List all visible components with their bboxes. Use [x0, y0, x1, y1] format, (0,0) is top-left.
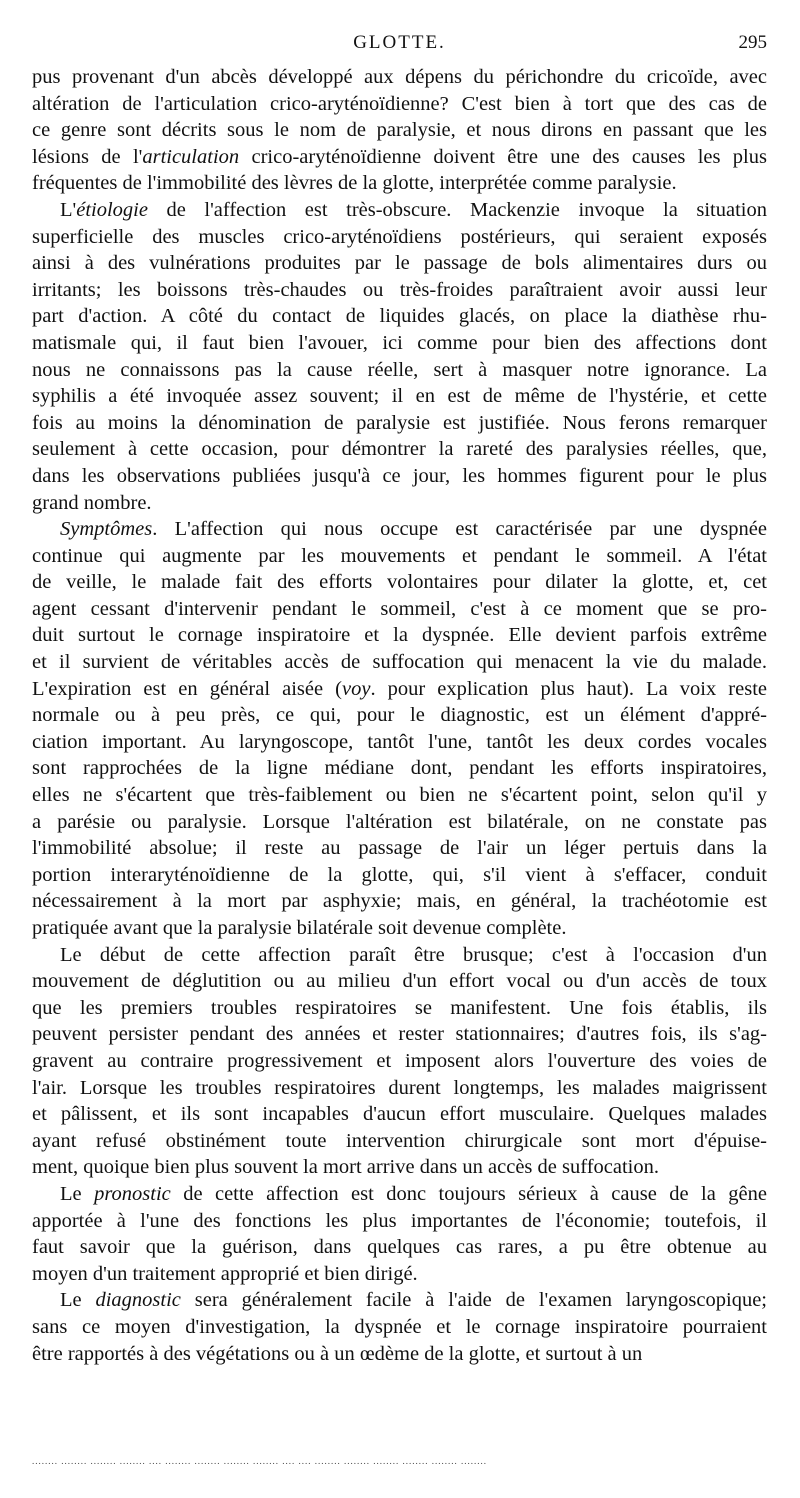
page-number: 295 — [738, 32, 767, 53]
text-line: duit surtout le cornage inspiratoire et la dyspnée. Elle devient parfois extrême — [32, 624, 767, 647]
footer-dotted-rule: ........ ........ ........ ........ .... ........ ........ ........ ........ .... .... ........ ........ ........ ........ ........ ........ — [32, 1456, 487, 1466]
text-line: grand nombre. — [32, 491, 152, 514]
text-line: Symptômes. L'affection qui nous occupe est caractérisée par une dyspnée — [60, 518, 767, 541]
text-line: Le pronostic de cette affection est donc toujours sérieux à cause de la gêne — [60, 1182, 767, 1205]
text-line: peuvent persister pendant des années et rester stationnaires; d'autres fois, ils s'ag- — [32, 1023, 767, 1046]
text-line: L'expiration est en général aisée (voy. pour explication plus haut). La voix reste — [32, 677, 767, 700]
text-line: ainsi à des vulnérations produites par le passage de bols alimentaires durs ou — [32, 252, 767, 275]
text-line: sont rapprochées de la ligne médiane dont, pendant les efforts inspiratoires, — [32, 757, 767, 780]
text-line: l'immobilité absolue; il reste au passage de l'air un léger pertuis dans la — [32, 837, 767, 860]
italic-term: articulation — [142, 145, 240, 168]
paragraph — [32, 1287, 767, 1367]
text-line: L'étiologie de l'affection est très-obscure. Mackenzie invoque la situation — [60, 198, 767, 221]
text-line: et pâlissent, et ils sont incapables d'aucun effort musculaire. Quelques malades — [32, 1103, 767, 1126]
italic-term: voy — [341, 677, 371, 700]
body-text — [32, 64, 767, 1367]
text-line: agent cessant d'intervenir pendant le sommeil, c'est à ce moment que se pro- — [32, 597, 767, 620]
text-line: gravent au contraire progressivement et imposent alors l'ouverture des voies de — [32, 1049, 767, 1072]
text-line: superficielle des muscles crico-aryténoïdiens postérieurs, qui seraient exposés — [32, 225, 767, 248]
paragraph — [32, 197, 767, 516]
text-line: continue qui augmente par les mouvements et pendant le sommeil. A l'état — [32, 544, 767, 567]
paragraph — [32, 942, 767, 1181]
text-line: ce genre sont décrits sous le nom de paralysie, et nous dirons en passant que les — [32, 119, 767, 142]
italic-term: pronostic — [94, 1182, 171, 1205]
text-line: nous ne connaissons pas la cause réelle, sert à masquer notre ignorance. La — [32, 358, 767, 381]
text-line: que les premiers troubles respiratoires se manifestent. Une fois établis, ils — [32, 996, 767, 1019]
text-line: fréquentes de l'immobilité des lèvres de la glotte, interprétée comme paralysie. — [32, 172, 677, 195]
text-line: être rapportés à des végétations ou à un œdème de la glotte, et surtout à un — [32, 1342, 643, 1365]
text-line: pratiquée avant que la paralysie bilatérale soit devenue complète. — [32, 917, 567, 939]
text-line: altération de l'articulation crico-aryténoïdienne? C'est bien à tort que des cas de — [32, 92, 767, 115]
italic-term: Symptômes — [60, 518, 153, 541]
italic-term: diagnostic — [95, 1289, 181, 1312]
text-line: Le début de cette affection paraît être brusque; c'est à l'occasion d'un — [60, 943, 767, 966]
text-line: apportée à l'une des fonctions les plus importantes de l'économie; toutefois, il — [32, 1209, 767, 1232]
text-line: a parésie ou paralysie. Lorsque l'altération est bilatérale, on ne constate pas — [32, 810, 767, 833]
text-line: normale ou à peu près, ce qui, pour le diagnostic, est un élément d'appré- — [32, 704, 767, 727]
text-line: ayant refusé obstinément toute intervention chirurgicale sont mort d'épuise- — [32, 1129, 767, 1152]
text-line: fois au moins la dénomination de paralysie est justifiée. Nous ferons remarquer — [32, 411, 767, 434]
text-line: nécessairement à la mort par asphyxie; mais, en général, la trachéotomie est — [32, 890, 767, 913]
text-line: seulement à cette occasion, pour démontrer la rareté des paralysies réelles, que, — [32, 438, 767, 461]
text-line: matismale qui, il faut bien l'avouer, ici comme pour bien des affections dont — [32, 331, 767, 354]
text-line: ciation important. Au laryngoscope, tantôt l'une, tantôt les deux cordes vocales — [32, 730, 767, 753]
paragraph — [32, 1181, 767, 1287]
text-line: faut savoir que la guérison, dans quelques cas rares, a pu être obtenue au — [32, 1236, 767, 1259]
paragraph — [32, 64, 767, 197]
text-line: lésions de l'articulation crico-aryténoïdienne doivent être une des causes les plus — [32, 145, 767, 168]
text-line: syphilis a été invoquée assez souvent; il en est de même de l'hystérie, et cette — [32, 385, 767, 408]
text-line: part d'action. A côté du contact de liquides glacés, on place la diathèse rhu- — [32, 305, 767, 328]
text-line: elles ne s'écartent que très-faiblement ou bien ne s'écartent point, selon qu'il y — [32, 784, 767, 807]
text-line: moyen d'un traitement approprié et bien dirigé. — [32, 1262, 418, 1285]
text-line: mouvement de déglutition ou au milieu d'un effort vocal ou d'un accès de toux — [32, 970, 767, 993]
paragraph — [32, 516, 767, 942]
text-line: sans ce moyen d'investigation, la dyspnée et le cornage inspiratoire pourraient — [32, 1315, 767, 1338]
text-line: l'air. Lorsque les troubles respiratoires durent longtemps, les malades maigrissent — [32, 1076, 767, 1099]
italic-term: étiologie — [76, 198, 148, 221]
text-line: irritants; les boissons très-chaudes ou très-froides paraîtraient avoir aussi leur — [32, 278, 767, 301]
page-header — [32, 32, 767, 62]
text-line: pus provenant d'un abcès développé aux dépens du périchondre du cricoïde, avec — [32, 66, 767, 88]
running-title: GLOTTE. — [353, 32, 446, 53]
text-line: dans les observations publiées jusqu'à ce jour, les hommes figurent pour le plus — [32, 464, 767, 487]
text-line: et il survient de véritables accès de suffocation qui menacent la vie du malade. — [32, 651, 767, 674]
text-line: ment, quoique bien plus souvent la mort arrive dans un accès de suffocation. — [32, 1156, 659, 1179]
text-line: Le diagnostic sera généralement facile à l'aide de l'examen laryngoscopique; — [60, 1289, 767, 1312]
text-line: de veille, le malade fait des efforts volontaires pour dilater la glotte, et, cet — [32, 571, 767, 594]
text-line: portion interaryténoïdienne de la glotte, qui, s'il vient à s'effacer, conduit — [32, 863, 767, 886]
